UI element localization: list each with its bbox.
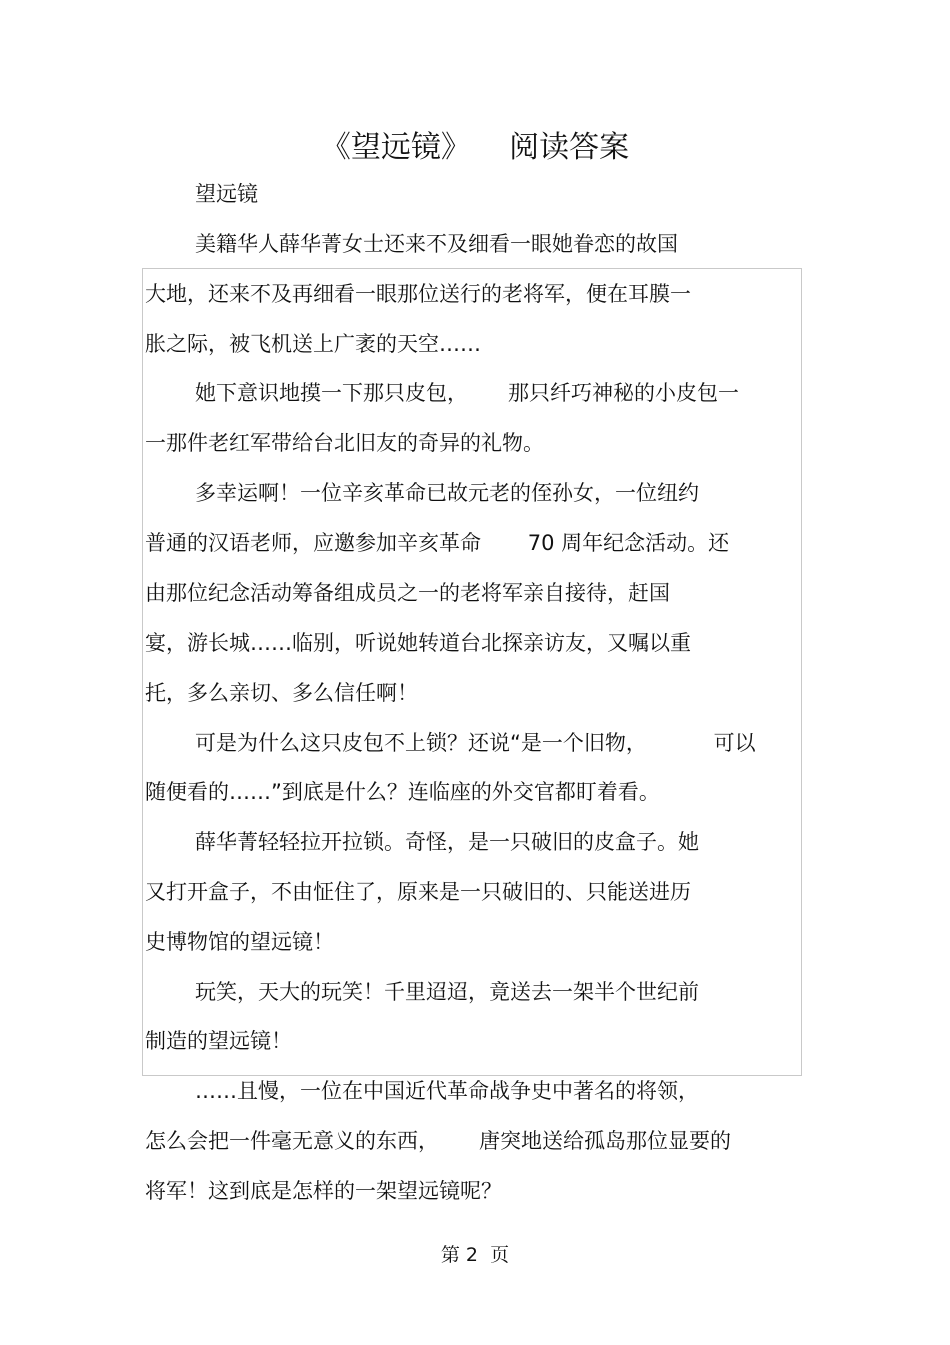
text-line: 一那件老红军带给台北旧友的奇异的礼物。 — [145, 431, 544, 455]
text-line: 宴，游长城……临别，听说她转道台北探亲访友，又嘱以重 — [145, 631, 691, 655]
text-line: 美籍华人薛华菁女士还来不及细看一眼她眷恋的故国 — [195, 232, 678, 256]
text-line: 她下意识地摸一下那只皮包， 那只纤巧神秘的小皮包一 — [195, 381, 740, 405]
text-line: 怎么会把一件毫无意义的东西， 唐突地送给孤岛那位显要的 — [145, 1129, 732, 1153]
text-line: 史博物馆的望远镜！ — [145, 930, 334, 954]
text-line: 胀之际，被飞机送上广袤的天空…… — [145, 332, 481, 356]
text-line: 玩笑，天大的玩笑！千里迢迢，竟送去一架半个世纪前 — [195, 980, 699, 1004]
text-line: 由那位纪念活动筹备组成员之一的老将军亲自接待，赶国 — [145, 581, 670, 605]
text-line: 薛华菁轻轻拉开拉锁。奇怪，是一只破旧的皮盒子。她 — [195, 830, 699, 854]
page-title: 《望远镜》 阅读答案 — [320, 130, 630, 165]
text-line: 制造的望远镜！ — [145, 1029, 292, 1053]
article-subtitle: 望远镜 — [195, 182, 258, 206]
text-line: 多幸运啊！一位辛亥革命已故元老的侄孙女，一位纽约 — [195, 481, 699, 505]
text-line: 将军！这到底是怎样的一架望远镜呢？ — [145, 1179, 502, 1203]
text-line: 托，多么亲切、多么信任啊！ — [145, 681, 418, 705]
text-line: 随便看的……”到底是什么？连临座的外交官都盯着看。 — [145, 780, 660, 804]
text-line: 又打开盒子，不由怔住了，原来是一只破旧的、只能送进历 — [145, 880, 691, 904]
page-number: 第 2 页 — [440, 1244, 510, 1266]
text-line: ……且慢，一位在中国近代革命战争史中著名的将领， — [195, 1079, 699, 1103]
text-line: 可是为什么这只皮包不上锁？还说“是一个旧物， 可以 — [195, 731, 756, 755]
text-line: 大地，还来不及再细看一眼那位送行的老将军，便在耳膜一 — [145, 282, 691, 306]
text-line: 普通的汉语老师，应邀参加辛亥革命 70 周年纪念活动。还 — [145, 531, 730, 555]
